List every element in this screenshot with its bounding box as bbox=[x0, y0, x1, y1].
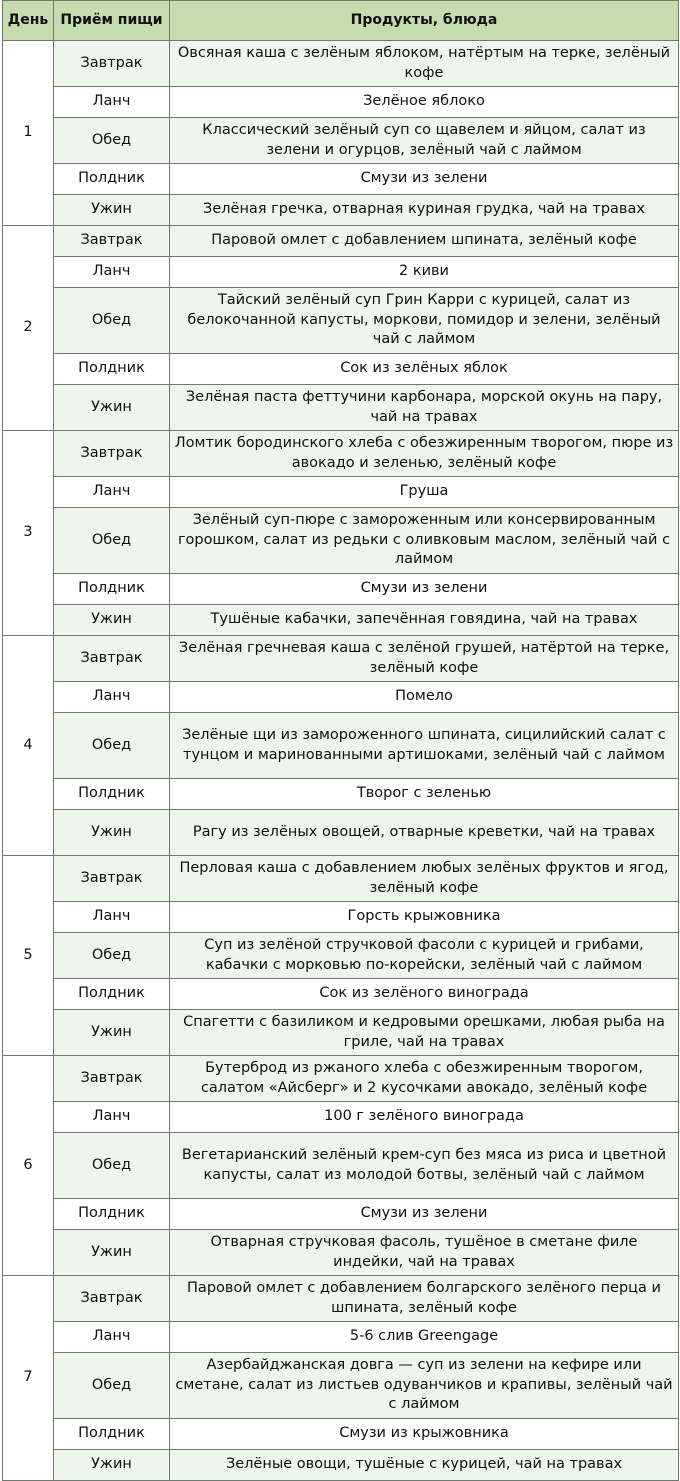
day-number-cell: 2 bbox=[3, 226, 54, 431]
table-row bbox=[3, 87, 679, 118]
table-row bbox=[3, 195, 679, 226]
diet-menu-table bbox=[2, 0, 679, 1481]
meal-name-cell: Обед bbox=[54, 508, 170, 574]
meal-name-cell: Полдник bbox=[54, 1419, 170, 1450]
table-row bbox=[3, 810, 679, 856]
day-number-cell: 5 bbox=[3, 856, 54, 1056]
food-description-cell: Горсть крыжовника bbox=[170, 902, 679, 933]
table-row bbox=[3, 933, 679, 979]
meal-name-cell: Обед bbox=[54, 288, 170, 354]
meal-name-cell: Обед bbox=[54, 1133, 170, 1199]
meal-name-cell: Ланч bbox=[54, 257, 170, 288]
table-row bbox=[3, 1353, 679, 1419]
meal-name-cell: Полдник bbox=[54, 779, 170, 810]
table-row bbox=[3, 605, 679, 636]
table-row bbox=[3, 354, 679, 385]
food-description-cell: 2 киви bbox=[170, 257, 679, 288]
day-number-cell: 3 bbox=[3, 431, 54, 636]
table-row bbox=[3, 779, 679, 810]
food-description-cell: Спагетти с базиликом и кедровыми орешками, любая рыба на гриле, чай на травах bbox=[170, 1010, 679, 1056]
table-row bbox=[3, 1230, 679, 1276]
meal-name-cell: Ужин bbox=[54, 195, 170, 226]
meal-name-cell: Ланч bbox=[54, 87, 170, 118]
food-description-cell: Зелёная паста феттучини карбонара, морской окунь на пару, чай на травах bbox=[170, 385, 679, 431]
table-row bbox=[3, 636, 679, 682]
table-row bbox=[3, 164, 679, 195]
table-row bbox=[3, 1056, 679, 1102]
food-description-cell: Зелёное яблоко bbox=[170, 87, 679, 118]
meal-name-cell: Завтрак bbox=[54, 1276, 170, 1322]
food-description-cell: Овсяная каша с зелёным яблоком, натёртым на терке, зелёный кофе bbox=[170, 41, 679, 87]
food-description-cell: Перловая каша с добавлением любых зелёных фруктов и ягод, зелёный кофе bbox=[170, 856, 679, 902]
food-description-cell: Паровой омлет с добавлением шпината, зелёный кофе bbox=[170, 226, 679, 257]
table-row bbox=[3, 856, 679, 902]
food-description-cell: Вегетарианский зелёный крем-суп без мяса из риса и цветной капусты, салат из молодой ботвы, зелёный чай с лаймом bbox=[170, 1133, 679, 1199]
table-row bbox=[3, 431, 679, 477]
food-description-cell: Суп из зелёной стручковой фасоли с курицей и грибами, кабачки с морковью по-корейски, зелёный чай с лаймом bbox=[170, 933, 679, 979]
meal-name-cell: Ланч bbox=[54, 1322, 170, 1353]
header-day: День bbox=[3, 1, 54, 41]
food-description-cell: Зелёные щи из замороженного шпината, сицилийский салат с тунцом и маринованными артишоками, зелёный чай с лаймом bbox=[170, 713, 679, 779]
table-row bbox=[3, 979, 679, 1010]
meal-name-cell: Завтрак bbox=[54, 431, 170, 477]
food-description-cell: Азербайджанская довга — суп из зелени на кефире или сметане, салат из листьев одуванчиков и крапивы, зелёный чай с лаймом bbox=[170, 1353, 679, 1419]
meal-name-cell: Ужин bbox=[54, 385, 170, 431]
table-row bbox=[3, 902, 679, 933]
food-description-cell: Сок из зелёных яблок bbox=[170, 354, 679, 385]
table-row bbox=[3, 1419, 679, 1450]
meal-name-cell: Ланч bbox=[54, 902, 170, 933]
food-description-cell: 100 г зелёного винограда bbox=[170, 1102, 679, 1133]
food-description-cell: Паровой омлет с добавлением болгарского зелёного перца и шпината, зелёный кофе bbox=[170, 1276, 679, 1322]
food-description-cell: Сок из зелёного винограда bbox=[170, 979, 679, 1010]
meal-name-cell: Ужин bbox=[54, 1010, 170, 1056]
food-description-cell: Ломтик бородинского хлеба с обезжиренным творогом, пюре из авокадо и зеленью, зелёный кофе bbox=[170, 431, 679, 477]
table-row bbox=[3, 682, 679, 713]
header-meal: Приём пищи bbox=[54, 1, 170, 41]
table-row bbox=[3, 1276, 679, 1322]
meal-name-cell: Полдник bbox=[54, 354, 170, 385]
table-row bbox=[3, 288, 679, 354]
table-row bbox=[3, 508, 679, 574]
meal-name-cell: Ужин bbox=[54, 810, 170, 856]
header-food: Продукты, блюда bbox=[170, 1, 679, 41]
meal-name-cell: Завтрак bbox=[54, 1056, 170, 1102]
meal-name-cell: Полдник bbox=[54, 979, 170, 1010]
table-row bbox=[3, 1133, 679, 1199]
table-row bbox=[3, 477, 679, 508]
table-row bbox=[3, 226, 679, 257]
table-row bbox=[3, 713, 679, 779]
table-row bbox=[3, 1199, 679, 1230]
food-description-cell: Бутерброд из ржаного хлеба с обезжиренным творогом, салатом «Айсберг» и 2 кусочками авокадо, зелёный кофе bbox=[170, 1056, 679, 1102]
food-description-cell: Рагу из зелёных овощей, отварные креветки, чай на травах bbox=[170, 810, 679, 856]
meal-name-cell: Завтрак bbox=[54, 636, 170, 682]
day-number-cell: 7 bbox=[3, 1276, 54, 1481]
table-row bbox=[3, 574, 679, 605]
food-description-cell: Зелёный суп-пюре с замороженным или консервированным горошком, салат из редьки с оливковым маслом, зелёный чай с лаймом bbox=[170, 508, 679, 574]
food-description-cell: Тушёные кабачки, запечённая говядина, чай на травах bbox=[170, 605, 679, 636]
table-row bbox=[3, 1102, 679, 1133]
meal-name-cell: Обед bbox=[54, 933, 170, 979]
food-description-cell: Смузи из крыжовника bbox=[170, 1419, 679, 1450]
table-row bbox=[3, 257, 679, 288]
food-description-cell: Зелёная гречневая каша с зелёной грушей, натёртой на терке, зелёный кофе bbox=[170, 636, 679, 682]
food-description-cell: Смузи из зелени bbox=[170, 164, 679, 195]
day-number-cell: 1 bbox=[3, 41, 54, 226]
table-row bbox=[3, 385, 679, 431]
table-row bbox=[3, 1322, 679, 1353]
meal-name-cell: Завтрак bbox=[54, 226, 170, 257]
food-description-cell: Классический зелёный суп со щавелем и яйцом, салат из зелени и огурцов, зелёный чай с лаймом bbox=[170, 118, 679, 164]
header-row bbox=[3, 1, 679, 41]
meal-name-cell: Полдник bbox=[54, 164, 170, 195]
meal-name-cell: Обед bbox=[54, 1353, 170, 1419]
table-row bbox=[3, 118, 679, 164]
day-number-cell: 4 bbox=[3, 636, 54, 856]
meal-name-cell: Ланч bbox=[54, 1102, 170, 1133]
meal-name-cell: Ланч bbox=[54, 682, 170, 713]
day-number-cell: 6 bbox=[3, 1056, 54, 1276]
food-description-cell: 5-6 слив Greengage bbox=[170, 1322, 679, 1353]
meal-name-cell: Ужин bbox=[54, 605, 170, 636]
food-description-cell: Тайский зелёный суп Грин Карри с курицей, салат из белокочанной капусты, моркови, помидор и зелени, зелёный чай с лаймом bbox=[170, 288, 679, 354]
meal-name-cell: Ланч bbox=[54, 477, 170, 508]
food-description-cell: Помело bbox=[170, 682, 679, 713]
meal-name-cell: Ужин bbox=[54, 1450, 170, 1481]
meal-name-cell: Обед bbox=[54, 118, 170, 164]
food-description-cell: Смузи из зелени bbox=[170, 1199, 679, 1230]
food-description-cell: Творог с зеленью bbox=[170, 779, 679, 810]
food-description-cell: Зелёные овощи, тушёные с курицей, чай на травах bbox=[170, 1450, 679, 1481]
table-row bbox=[3, 1010, 679, 1056]
food-description-cell: Зелёная гречка, отварная куриная грудка, чай на травах bbox=[170, 195, 679, 226]
food-description-cell: Отварная стручковая фасоль, тушёное в сметане филе индейки, чай на травах bbox=[170, 1230, 679, 1276]
meal-name-cell: Полдник bbox=[54, 574, 170, 605]
meal-name-cell: Завтрак bbox=[54, 41, 170, 87]
meal-name-cell: Полдник bbox=[54, 1199, 170, 1230]
meal-name-cell: Обед bbox=[54, 713, 170, 779]
meal-name-cell: Завтрак bbox=[54, 856, 170, 902]
table-row bbox=[3, 41, 679, 87]
food-description-cell: Груша bbox=[170, 477, 679, 508]
food-description-cell: Смузи из зелени bbox=[170, 574, 679, 605]
table-row bbox=[3, 1450, 679, 1481]
table-body bbox=[3, 41, 679, 1481]
meal-name-cell: Ужин bbox=[54, 1230, 170, 1276]
